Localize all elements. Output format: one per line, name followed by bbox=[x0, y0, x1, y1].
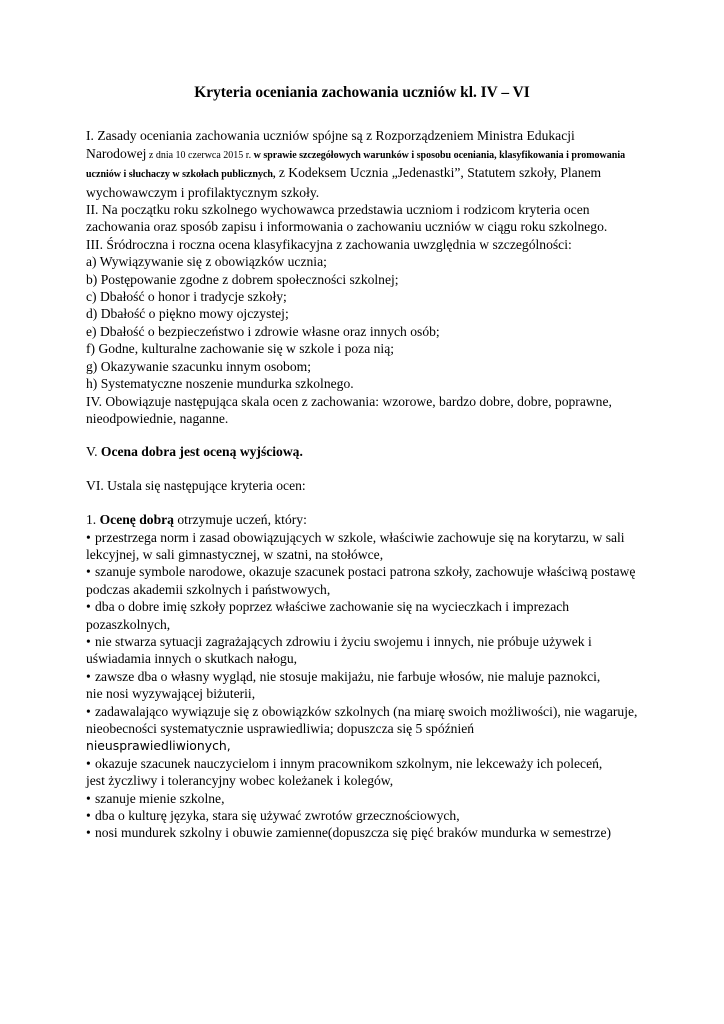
list-item-text: przestrzega norm i zasad obowiązujących w szkole, właściwie zachowuje się na korytarzu, w sali lekcyjnej, w sali gimnastycznej, w szatni, na stołówce, bbox=[86, 529, 625, 562]
list-item-text: szanuje symbole narodowe, okazuje szacunek postaci patrona szkoły, zachowuje właściwą postawę podczas akademii szkolnych i państwowych, bbox=[86, 564, 636, 597]
bullet-icon: • bbox=[86, 529, 91, 545]
list-item bbox=[86, 807, 638, 824]
section-1 bbox=[86, 127, 638, 201]
list-item-text: okazuje szacunek nauczycielom i innym pracownikom szkolnym, nie lekceważy ich poleceń, bbox=[95, 755, 603, 771]
criteria-item: a) Wywiązywanie się z obowiązków ucznia; bbox=[86, 254, 327, 270]
section-1-end: z Kodeksem Ucznia „Jedenastki”, Statutem szkoły, Planem wychowawczym i profilaktycznym szkoły. bbox=[86, 165, 602, 200]
list-continuation: nie nosi wyzywającej biżuterii, bbox=[86, 686, 256, 702]
bullet-icon: • bbox=[86, 790, 91, 806]
section-4: IV. Obowiązuje następująca skala ocen z zachowania: wzorowe, bardzo dobre, dobre, poprawne, nieodpowiednie, naganne. bbox=[86, 393, 612, 426]
section-1-regulation: w sprawie szczegółowych warunków i sposobu oceniania, klasyfikowania i promowania uczniów i słuchaczy w szkołach publicznych, bbox=[86, 149, 626, 181]
list-item-text: zadawalająco wywiązuje się z obowiązków szkolnych (na miarę swoich możliwości), nie wagaruje, nieobecności systematycznie usprawiedliwia; dopuszcza się 5 spóźnień bbox=[86, 703, 638, 736]
list-item bbox=[86, 703, 638, 738]
section-5 bbox=[86, 443, 638, 460]
criteria-item: h) Systematyczne noszenie mundurka szkolnego. bbox=[86, 376, 354, 392]
section-6: VI. Ustala się następujące kryteria ocen: bbox=[86, 477, 306, 493]
list-item bbox=[86, 563, 638, 598]
list-item-text: dba o kulturę języka, stara się używać zwrotów grzecznościowych, bbox=[95, 808, 460, 824]
bullet-icon: • bbox=[86, 668, 91, 684]
list-item bbox=[86, 598, 638, 633]
list-item-text: nosi mundurek szkolny i obuwie zamienne(dopuszcza się pięć braków mundurka w semestrze) bbox=[95, 825, 612, 841]
list-item-text: szanuje mienie szkolne, bbox=[95, 790, 225, 806]
list-item-text: nie stwarza sytuacji zagrażających zdrowiu i życiu swojemu i innych, nie próbuje używek i uświadamia innych o skutkach nałogu, bbox=[86, 633, 592, 667]
section-1-text: I. Zasady oceniania zachowania uczniów spójne są z Rozporządzeniem Ministra Edukacji Narodowej bbox=[86, 128, 575, 161]
criteria-item: e) Dbałość o bezpieczeństwo i zdrowie własne oraz innych osób; bbox=[86, 323, 440, 339]
section-1-date: z dnia 10 czerwca 2015 r. bbox=[146, 149, 254, 161]
list-continuation: jest życzliwy i tolerancyjny wobec koleżanek i kolegów, bbox=[86, 773, 394, 789]
list-item bbox=[86, 668, 638, 685]
page-title: Kryteria oceniania zachowania uczniów kl. IV – VI bbox=[194, 84, 530, 101]
bullet-icon: • bbox=[86, 808, 91, 824]
bullet-icon: • bbox=[86, 599, 91, 615]
list-continuation: nieusprawiedliwionych, bbox=[86, 738, 231, 754]
list-item bbox=[86, 529, 638, 564]
criteria-item: f) Godne, kulturalne zachowanie się w szkole i poza nią; bbox=[86, 341, 395, 357]
criteria-item: b) Postępowanie zgodne z dobrem społeczności szkolnej; bbox=[86, 271, 399, 287]
section-5-prefix: V. bbox=[86, 444, 101, 460]
list-item-text: zawsze dba o własny wygląd, nie stosuje makijażu, nie farbuje włosów, nie maluje paznokci, bbox=[95, 668, 601, 684]
list-item bbox=[86, 790, 638, 807]
grade-1-heading bbox=[86, 511, 638, 528]
grade-1-prefix: 1. bbox=[86, 512, 100, 528]
section-2: II. Na początku roku szkolnego wychowawca przedstawia uczniom i rodzicom kryteria ocen zachowania oraz sposób zapisu i informowania o zachowaniu uczniów w ciągu roku szkolnego. bbox=[86, 202, 608, 235]
bullet-icon: • bbox=[86, 564, 91, 580]
list-item bbox=[86, 824, 638, 841]
criteria-item: c) Dbałość o honor i tradycje szkoły; bbox=[86, 289, 287, 305]
list-item bbox=[86, 755, 638, 772]
list-item bbox=[86, 633, 638, 668]
section-5-bold: Ocena dobra jest oceną wyjściową. bbox=[100, 444, 303, 460]
criteria-item: d) Dbałość o piękno mowy ojczystej; bbox=[86, 306, 289, 322]
bullet-icon: • bbox=[86, 633, 91, 649]
list-item-text: dba o dobre imię szkoły poprzez właściwe zachowanie się na wycieczkach i imprezach pozaszkolnych, bbox=[86, 599, 570, 632]
bullet-icon: • bbox=[86, 703, 91, 719]
bullet-icon: • bbox=[86, 825, 91, 841]
grade-1-bold: Ocenę dobrą bbox=[99, 512, 174, 528]
section-3: III. Śródroczna i roczna ocena klasyfikacyjna z zachowania uwzględnia w szczególności: bbox=[86, 236, 572, 252]
grade-1-rest: otrzymuje uczeń, który: bbox=[173, 512, 307, 528]
criteria-item: g) Okazywanie szacunku innym osobom; bbox=[86, 358, 312, 374]
bullet-icon: • bbox=[86, 755, 91, 771]
